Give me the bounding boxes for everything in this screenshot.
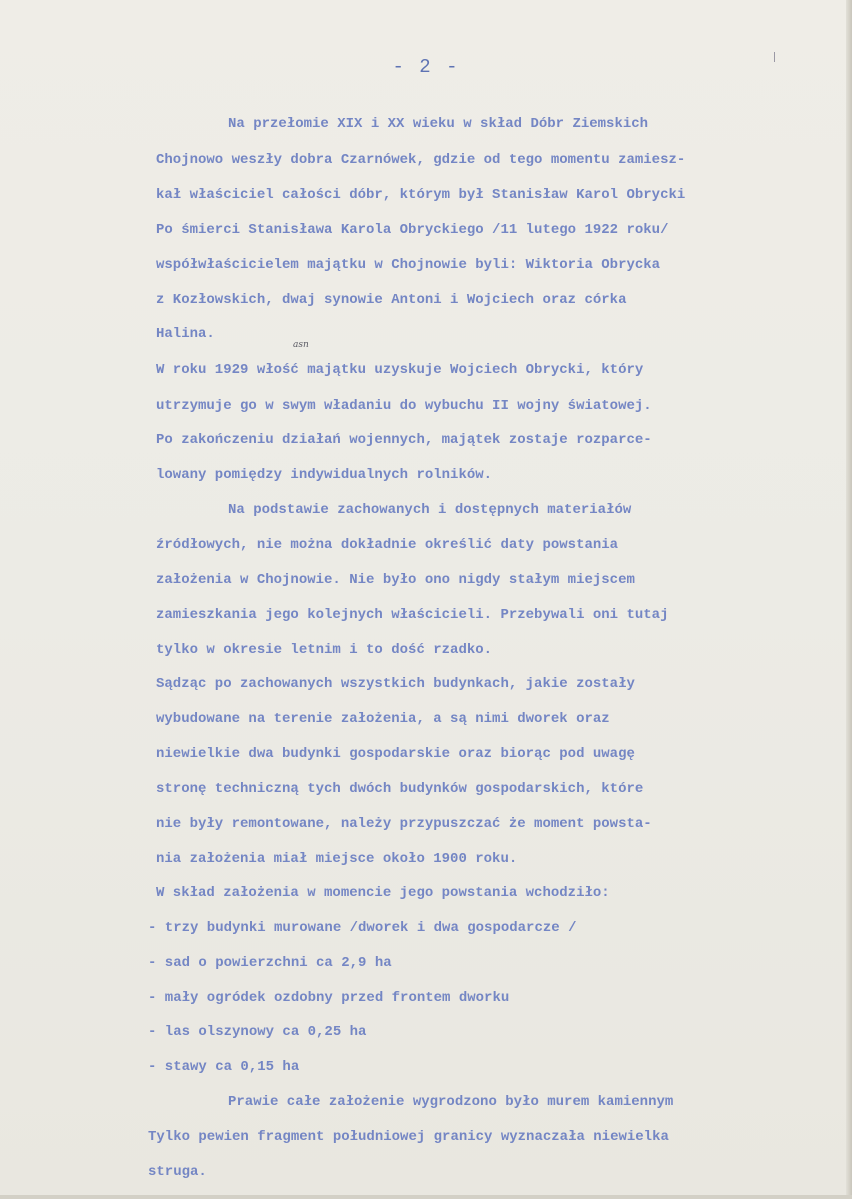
text-line: Halina. xyxy=(156,326,215,342)
handwritten-annotation: asn xyxy=(293,340,309,350)
page-edge-bottom xyxy=(0,1195,852,1199)
text-line: Po zakończeniu działań wojennych, majątek zostaje rozparce- xyxy=(156,432,652,448)
text-line: kał właściciel całości dóbr, którym był Stanisław Karol Obrycki xyxy=(156,187,686,203)
text-line: zamieszkania jego kolejnych właścicieli. Przebywali oni tutaj xyxy=(156,607,669,623)
text-line: nia założenia miał miejsce około 1900 roku. xyxy=(156,851,518,867)
page-edge-right xyxy=(846,0,852,1199)
list-item: - las olszynowy ca 0,25 ha xyxy=(148,1024,367,1040)
text-line: niewielkie dwa budynki gospodarskie oraz biorąc pod uwagę xyxy=(156,746,635,762)
text-line: Chojnowo weszły dobra Czarnówek, gdzie od tego momentu zamiesz- xyxy=(156,152,686,168)
text-line: tylko w okresie letnim i to dość rzadko. xyxy=(156,642,493,658)
text-line: nie były remontowane, należy przypuszczać że moment powsta- xyxy=(156,816,652,832)
text-line: z Kozłowskich, dwaj synowie Antoni i Wojciech oraz córka xyxy=(156,292,627,308)
text-line: Tylko pewien fragment południowej granicy wyznaczała niewielka xyxy=(148,1129,669,1145)
list-item: - sad o powierzchni ca 2,9 ha xyxy=(148,955,392,971)
text-line: struga. xyxy=(148,1164,207,1180)
list-item: - mały ogródek ozdobny przed frontem dworku xyxy=(148,990,510,1006)
text-line: utrzymuje go w swym władaniu do wybuchu II wojny światowej. xyxy=(156,398,652,414)
text-line: lowany pomiędzy indywidualnych rolników. xyxy=(156,467,493,483)
text-line: Sądząc po zachowanych wszystkich budynkach, jakie zostały xyxy=(156,676,635,692)
text-line: Na podstawie zachowanych i dostępnych materiałów xyxy=(228,502,632,518)
text-line: stronę techniczną tych dwóch budynków gospodarskich, które xyxy=(156,781,644,797)
text-line: Na przełomie XIX i XX wieku w skład Dóbr Ziemskich xyxy=(228,116,649,132)
text-line: wybudowane na terenie założenia, a są nimi dworek oraz xyxy=(156,711,610,727)
text-line: współwłaścicielem majątku w Chojnowie byli: Wiktoria Obrycka xyxy=(156,257,661,273)
text-line: źródłowych, nie można dokładnie określić daty powstania xyxy=(156,537,619,553)
text-line: Prawie całe założenie wygrodzono było murem kamiennym xyxy=(228,1094,674,1110)
text-line: Po śmierci Stanisława Karola Obryckiego /11 lutego 1922 roku/ xyxy=(156,222,669,238)
list-item: - stawy ca 0,15 ha xyxy=(148,1059,300,1075)
text-line: W roku 1929 włość majątku uzyskuje Wojciech Obrycki, który xyxy=(156,362,644,378)
list-item: - trzy budynki murowane /dworek i dwa gospodarcze / xyxy=(148,920,577,936)
page-number: - 2 - xyxy=(392,56,460,78)
text-line: założenia w Chojnowie. Nie było ono nigdy stałym miejscem xyxy=(156,572,635,588)
text-line: W skład założenia w momencie jego powstania wchodziło: xyxy=(156,885,610,901)
